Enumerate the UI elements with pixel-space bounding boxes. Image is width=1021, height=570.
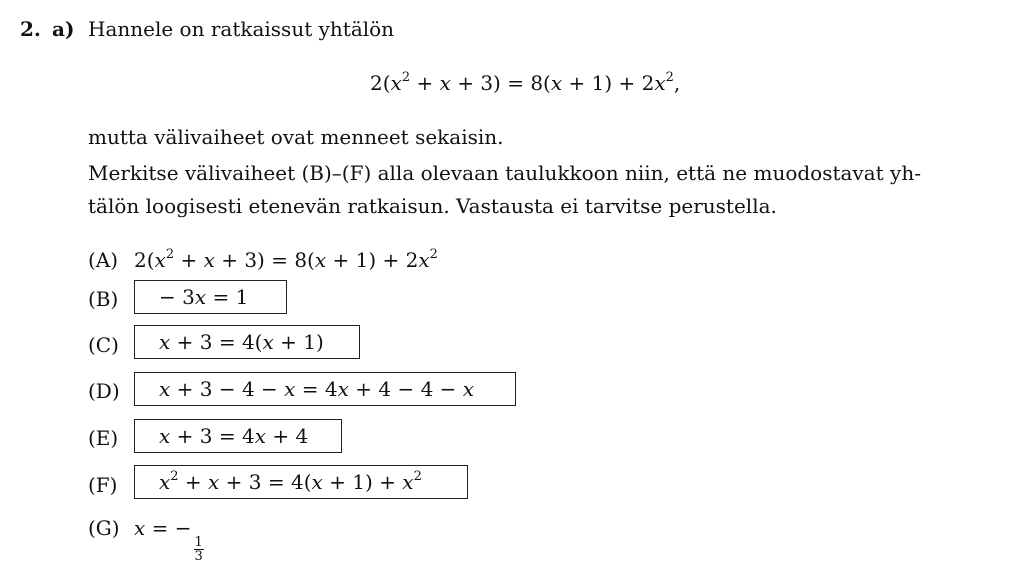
step-label-c: (C): [88, 333, 119, 357]
problem-intro: Hannele on ratkaissut yhtälön: [88, 17, 395, 41]
main-equation: [370, 71, 680, 95]
main-equation-text: $2(x^2 + x + 3) = 8(x + 1) + 2x^2$,: [370, 70, 681, 95]
step-box-d: [134, 372, 516, 406]
fraction-numerator: 1: [194, 535, 203, 550]
step-math-c: x + 3 = 4(x + 1): [159, 330, 324, 354]
step-math-b: − 3x = 1: [159, 285, 249, 309]
step-label-f: (F): [88, 473, 118, 497]
step-math-d: x + 3 − 4 − x = 4x + 4 − 4 − x: [159, 377, 475, 401]
problem-number: 2.: [20, 17, 41, 41]
step-box-c: [134, 325, 360, 359]
step-box-b: [134, 280, 287, 314]
step-label-b: (B): [88, 287, 119, 311]
step-math-a: $2(x^2 + x + 3) = 8(x + 1) + 2x^2$: [134, 247, 438, 272]
step-math-e: x + 3 = 4x + 4: [159, 424, 309, 448]
fraction-denominator: 3: [194, 549, 203, 564]
step-label-e: (E): [88, 426, 119, 450]
text-line-2: Merkitse välivaiheet (B)–(F) alla olevaan taulukkoon niin, että ne muodostavat yh-: [88, 161, 921, 185]
step-label-g: (G): [88, 516, 120, 540]
text-line-1: mutta välivaiheet ovat menneet sekaisin.: [88, 125, 504, 149]
step-box-f: [134, 465, 468, 499]
step-math-g-text: x = −: [134, 516, 192, 540]
fraction-one-third: [194, 536, 204, 563]
step-math-f: $x^2 + x + 3 = 4(x + 1) + x^2$: [159, 469, 422, 494]
step-label-d: (D): [88, 379, 120, 403]
problem-part: a): [52, 17, 75, 41]
step-box-e: [134, 419, 342, 453]
text-line-3: tälön loogisesti etenevän ratkaisun. Vastausta ei tarvitse perustella.: [88, 194, 777, 218]
step-math-g: [134, 516, 204, 563]
step-label-a: (A): [88, 248, 119, 272]
